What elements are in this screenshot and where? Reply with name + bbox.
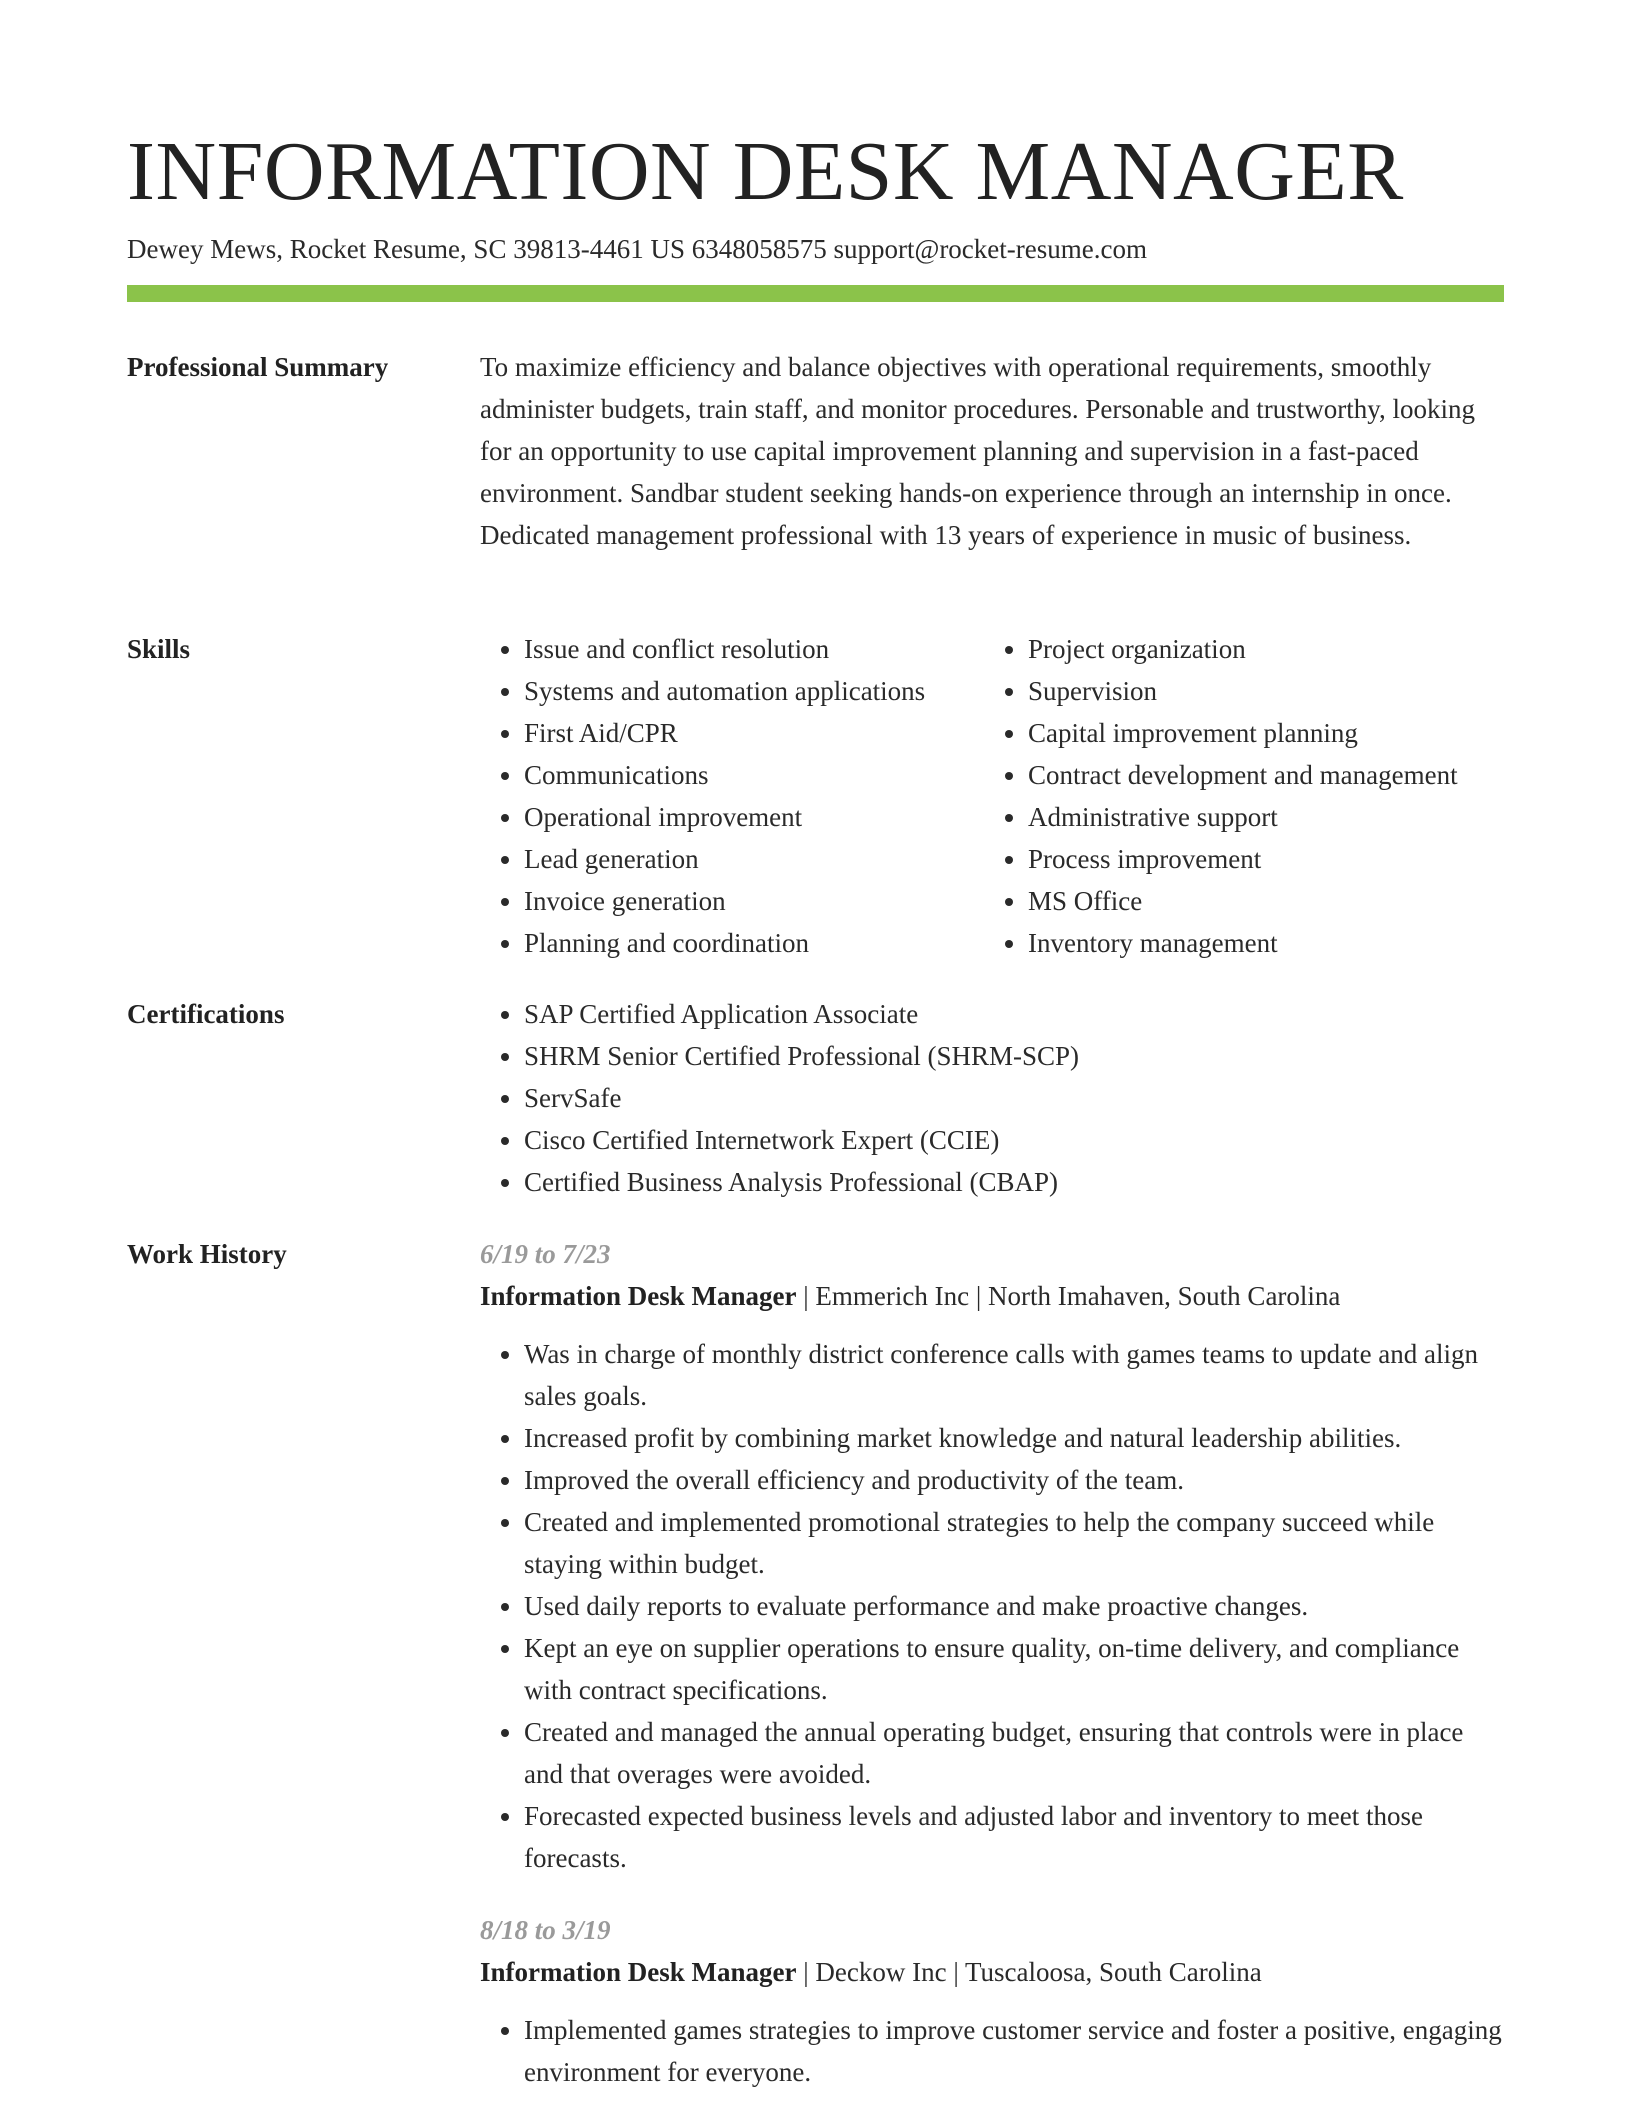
job-bullet: • Improved the overall efficiency and productivity of the team. (524, 1459, 1504, 1501)
skill-item: • Contract development and management (1028, 754, 1504, 796)
certification-item: • SHRM Senior Certified Professional (SHRM-SCP) (524, 1035, 1504, 1077)
contact-info: Dewey Mews, Rocket Resume, SC 39813-4461 US 6348058575 support@rocket-resume.com (127, 234, 1147, 264)
job-details: | Deckow Inc | Tuscaloosa, South Carolina (796, 1957, 1262, 1987)
header-divider (127, 285, 1504, 302)
skill-item: • Process improvement (1028, 838, 1504, 880)
job-dates: 8/18 to 3/19 (480, 1915, 611, 1945)
skill-item: • Operational improvement (524, 796, 984, 838)
certifications-list (480, 993, 1504, 1203)
skill-item: • Communications (524, 754, 984, 796)
job-bullets (480, 2009, 1504, 2093)
job-bullet: • Was in charge of monthly district conference calls with games teams to update and align sales goals. (524, 1333, 1504, 1417)
job-bullet: • Created and managed the annual operating budget, ensuring that controls were in place and that overages were avoided. (524, 1711, 1504, 1795)
skill-item: • Administrative support (1028, 796, 1504, 838)
skills-heading: Skills (127, 634, 191, 664)
skill-item: • First Aid/CPR (524, 712, 984, 754)
skill-item: • Planning and coordination (524, 922, 984, 964)
work-history-heading: Work History (127, 1239, 287, 1269)
skill-item: • Invoice generation (524, 880, 984, 922)
job-title: Information Desk Manager (480, 1281, 797, 1311)
page-title: INFORMATION DESK MANAGER (127, 125, 1404, 218)
job-bullet: • Forecasted expected business levels and adjusted labor and inventory to meet those forecasts. (524, 1795, 1504, 1879)
job-entry (480, 1233, 1504, 1879)
certification-item: • Cisco Certified Internetwork Expert (CCIE) (524, 1119, 1504, 1161)
skill-item: • Capital improvement planning (1028, 712, 1504, 754)
skill-item: • Project organization (1028, 628, 1504, 670)
job-bullets (480, 1333, 1504, 1879)
skill-item: • Systems and automation applications (524, 670, 984, 712)
certification-item: • SAP Certified Application Associate (524, 993, 1504, 1035)
summary-text: To maximize efficiency and balance objectives with operational requirements, smoothly administer budgets, train staff, and monitor procedures. Personable and trustworthy, looking for an opportunity to use capital improvement planning and supervision in a fast-paced environment. Sandbar student seeking hands-on experience through an internship in once. Dedicated management professional with 13 years of experience in music of business. (480, 352, 1476, 550)
job-bullet: • Implemented games strategies to improve customer service and foster a positive, engaging environment for everyone. (524, 2009, 1504, 2093)
summary-heading: Professional Summary (127, 352, 389, 382)
skill-item: • Issue and conflict resolution (524, 628, 984, 670)
job-bullet: • Created and implemented promotional strategies to help the company succeed while staying within budget. (524, 1501, 1504, 1585)
certifications-heading: Certifications (127, 999, 285, 1029)
job-dates: 6/19 to 7/23 (480, 1239, 611, 1269)
job-bullet: • Increased profit by combining market knowledge and natural leadership abilities. (524, 1417, 1504, 1459)
certification-item: • ServSafe (524, 1077, 1504, 1119)
job-title-line (480, 1951, 1504, 1993)
job-title: Information Desk Manager (480, 1957, 797, 1987)
skill-item: • MS Office (1028, 880, 1504, 922)
skills-list-left (480, 628, 984, 964)
skill-item: • Supervision (1028, 670, 1504, 712)
job-bullet: • Kept an eye on supplier operations to ensure quality, on-time delivery, and compliance with contract specifications. (524, 1627, 1504, 1711)
skill-item: • Lead generation (524, 838, 984, 880)
job-details: | Emmerich Inc | North Imahaven, South Carolina (796, 1281, 1341, 1311)
job-bullet: • Used daily reports to evaluate performance and make proactive changes. (524, 1585, 1504, 1627)
job-title-line (480, 1275, 1504, 1317)
skill-item: • Inventory management (1028, 922, 1504, 964)
skills-list-right (984, 628, 1504, 964)
job-entry (480, 1909, 1504, 2093)
certification-item: • Certified Business Analysis Professional (CBAP) (524, 1161, 1504, 1203)
